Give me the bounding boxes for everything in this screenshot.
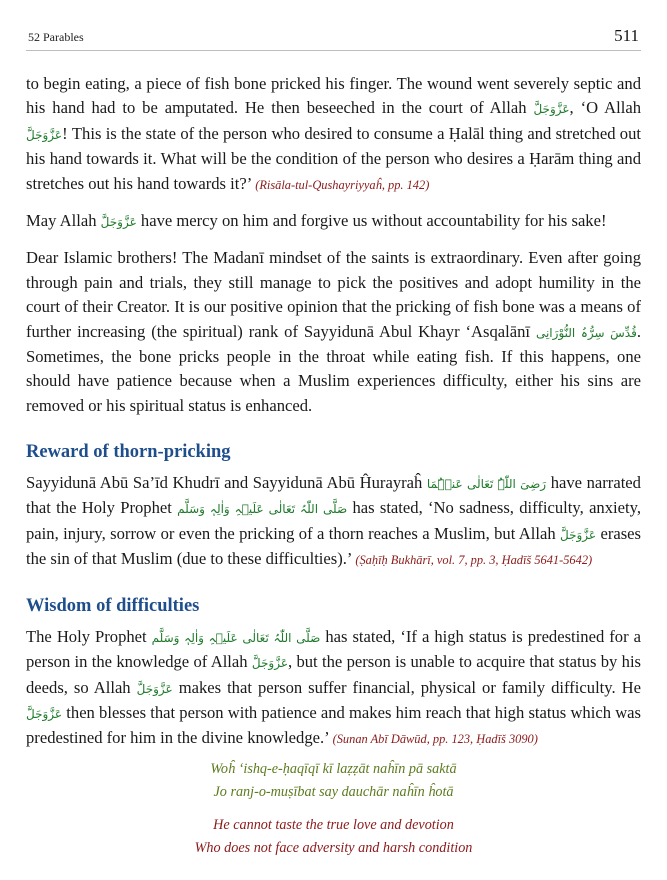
paragraph-4 (26, 471, 641, 573)
paragraph-1 (26, 72, 641, 197)
text: The Holy Prophet (26, 626, 152, 646)
arabic-honorific: عَزَّوَجَلَّ (136, 681, 173, 696)
arabic-honorific: قُدِّسَ سِرُّہُ النُّوْرَانِی (535, 325, 637, 340)
running-title: 52 Parables (28, 30, 84, 44)
text: erases the sin of that Muslim (due to these difficulties).’ (26, 523, 641, 568)
reference: (Risāla-tul-Qushayriyyaĥ, pp. 142) (255, 177, 430, 192)
arabic-honorific: عَزَّوَجَلَّ (560, 527, 597, 542)
text: to begin eating, a piece of fish bone pricked his finger. The wound went severely septic and his hand had to be amputated. He then beseeched in the court of Allah (26, 74, 641, 118)
poem-verse-2: Jo ranj-o-muṣībat say dauchār naĥīn ĥotā (213, 784, 454, 800)
poem (0, 758, 667, 860)
section-heading: Wisdom of difficulties (26, 596, 200, 617)
text: Dear Islamic brothers! The Madanī mindset of the saints is extraordinary. Even after going through pain and trials, they still manage to pick the positives and adopt humility in the court of their Creator. It is our positive opinion that the pricking of fish bone was a means of further increasing (the spiritual) rank of Sayyidunā Abul Khayr ‘Asqalānī (26, 248, 641, 341)
text: Sayyidunā Abū Sa’īd Khudrī and Sayyidunā Abū Ĥurayraĥ (26, 472, 427, 492)
reference: (Ṣaḥīḥ Bukhārī, vol. 7, pp. 3, Ḥadīš 5641-5642) (355, 552, 593, 567)
text: , ‘O Allah (569, 98, 641, 118)
arabic-honorific: صَلَّی اللّٰہُ تَعَالٰی عَلَیۡہِ وَاٰلِہٖ وَسَلَّم (151, 630, 321, 645)
poem-translation-1: He cannot taste the true love and devotion (213, 817, 454, 833)
poem-translation-2: Who does not face adversity and harsh condition (194, 840, 473, 856)
text: May Allah (26, 211, 101, 231)
text: then blesses that person with patience and makes him reach that high status which was predestined for him in the divine knowledge.’ (26, 702, 641, 748)
poem-verse-1: Woĥ ‘ishq-e-ḥaqīqī kī laẓẓāt naĥīn pā saktā (210, 761, 457, 777)
text: have narrated that the Holy Prophet (26, 472, 641, 518)
text: . Sometimes, the bone pricks people in the throat while eating fish. If this happens, one should have patience because when a Muslim experiences difficulty, either his sins are removed or his spiritual status is enhanced. (26, 321, 641, 415)
text: has stated, ‘No sadness, difficulty, anxiety, pain, injury, sorrow or even the pricking of a thorn reaches a Muslim, but Allah (26, 498, 641, 543)
section-heading: Reward of thorn-pricking (26, 442, 231, 463)
page-body (26, 72, 641, 764)
arabic-honorific: رَضِیَ اللّٰہُ تَعَالٰی عَنۡہُمَا (426, 476, 547, 491)
text: ! This is the state of the person who desired to consume a Ḥalāl thing and stretched out his hand towards it. What will be the condition of the person who desires a Ḥarām thing and stretches out his hand towards it?’ (26, 123, 641, 193)
spacer (0, 804, 667, 814)
arabic-honorific: عَزَّوَجَلَّ (100, 215, 137, 230)
page-header (26, 22, 641, 51)
text: makes that person suffer financial, physical or family difficulty. He (172, 677, 641, 697)
paragraph-3 (26, 246, 641, 418)
text: has stated, ‘If a high status is predestined for a person in the knowledge of Allah (26, 626, 641, 672)
text: , but the person is unable to acquire that status by his deeds, so Allah (26, 652, 642, 697)
arabic-honorific: صَلَّی اللّٰہُ تَعَالٰی عَلَیۡہِ وَاٰلِہٖ وَسَلَّم (177, 502, 348, 517)
arabic-honorific: عَزَّوَجَلَّ (533, 102, 570, 117)
arabic-honorific: عَزَّوَجَلَّ (26, 706, 63, 721)
text: have mercy on him and forgive us without accountability for his sake! (136, 211, 607, 231)
page-number: 511 (614, 26, 639, 45)
arabic-honorific: عَزَّوَجَلَّ (251, 656, 288, 671)
paragraph-5 (26, 625, 641, 752)
paragraph-2 (26, 209, 641, 234)
arabic-honorific: عَزَّوَجَلَّ (26, 127, 63, 142)
reference: (Sunan Abī Dāwūd, pp. 123, Ḥadīš 3090) (332, 732, 538, 747)
